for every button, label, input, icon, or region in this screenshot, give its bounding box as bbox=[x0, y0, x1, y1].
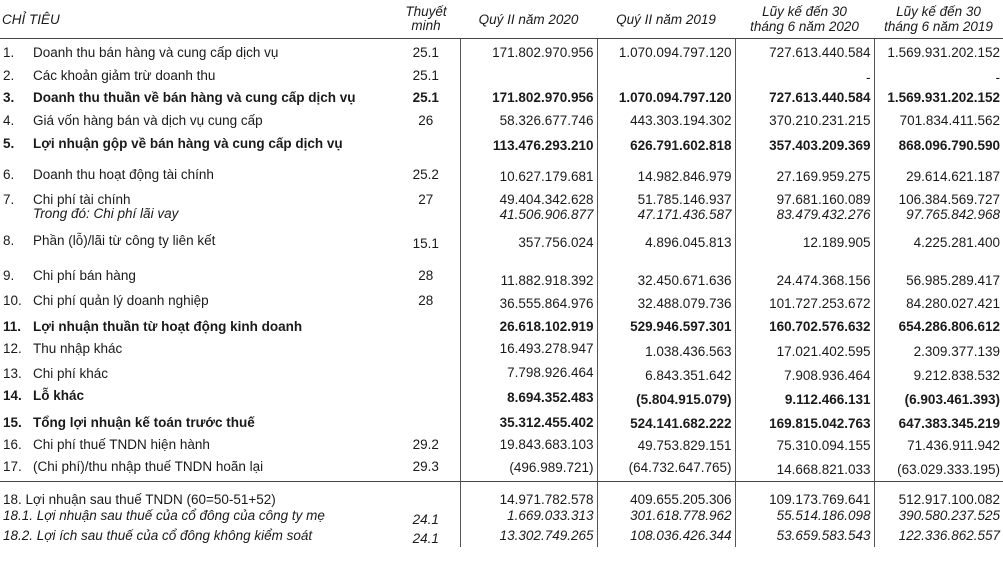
row-label-text: 18.1. Lợi nhuận sau thuế của cổ đông của công ty mẹ bbox=[3, 508, 325, 523]
cell-q2-2020: 8.694.352.483 bbox=[460, 386, 597, 410]
row-note: 24.1 bbox=[412, 531, 439, 546]
row-number: 9. bbox=[3, 267, 15, 283]
cell-ytd-2019: 4.225.281.400 bbox=[874, 231, 1003, 264]
header-col-q2-2019: Quý II năm 2019 bbox=[597, 0, 735, 39]
cell-ytd-2019: 9.212.838.532 bbox=[874, 362, 1003, 386]
cell-q2-2019: 529.946.597.301 bbox=[597, 314, 735, 338]
row-label bbox=[0, 482, 392, 508]
row-number: 16. bbox=[3, 436, 22, 452]
row-number: 1. bbox=[3, 45, 15, 60]
cell-ytd-2020: 27.169.959.275 bbox=[735, 164, 874, 186]
row-label bbox=[0, 164, 392, 186]
cell-q2-2019: (64.732.647.765) bbox=[597, 456, 735, 482]
cell-q2-2019: 443.303.194.302 bbox=[597, 110, 735, 132]
row-note bbox=[392, 482, 460, 508]
row-label bbox=[0, 290, 392, 314]
row-label-text: Chi phí quản lý doanh nghiệp bbox=[33, 292, 209, 308]
table-row bbox=[0, 386, 1003, 410]
row-number: 12. bbox=[3, 340, 22, 356]
cell-ytd-2019 bbox=[874, 63, 1003, 85]
row-label bbox=[0, 410, 392, 434]
row-label bbox=[0, 110, 392, 132]
cell-ytd-2019: 390.580.237.525 bbox=[874, 507, 1003, 527]
row-note bbox=[392, 314, 460, 338]
table-row bbox=[0, 39, 1003, 63]
cell-ytd-2020: 727.613.440.584 bbox=[735, 85, 874, 110]
row-label-text: Doanh thu thuần về bán hàng và cung cấp dịch vụ bbox=[33, 89, 356, 105]
table-row bbox=[0, 527, 1003, 547]
cell-q2-2019: 1.070.094.797.120 bbox=[597, 85, 735, 110]
cell-ytd-2019 bbox=[874, 186, 1003, 231]
row-note: 25.1 bbox=[412, 45, 439, 60]
cell-q2-2020: 10.627.179.681 bbox=[460, 164, 597, 186]
row-number: 8. bbox=[3, 232, 15, 248]
cell-q2-2020: 26.618.102.919 bbox=[460, 314, 597, 338]
cell-q2-2019 bbox=[597, 63, 735, 85]
cell-value: 51.785.146.937 bbox=[637, 191, 732, 207]
table-row bbox=[0, 132, 1003, 164]
cell-ytd-2020: 24.474.368.156 bbox=[735, 264, 874, 290]
row-number: 5. bbox=[3, 135, 15, 151]
row-label-text: 18.2. Lợi ích sau thuế của cổ đông không kiểm soát bbox=[3, 528, 313, 543]
cell-q2-2020: 58.326.677.746 bbox=[460, 110, 597, 132]
row-number: 15. bbox=[3, 414, 22, 430]
cell-q2-2020: (496.989.721) bbox=[460, 456, 597, 482]
row-label-text: Lỗ khác bbox=[33, 387, 85, 403]
cell-ytd-2019: 29.614.621.187 bbox=[874, 164, 1003, 186]
row-note: 15.1 bbox=[412, 235, 439, 251]
cell-ytd-2019: 1.569.931.202.152 bbox=[874, 85, 1003, 110]
cell-ytd-2020: 75.310.094.155 bbox=[735, 434, 874, 456]
row-number: 11. bbox=[3, 318, 22, 334]
table-row bbox=[0, 110, 1003, 132]
row-note bbox=[392, 386, 460, 410]
row-label bbox=[0, 264, 392, 290]
row-number: 17. bbox=[3, 458, 22, 474]
row-label bbox=[0, 63, 392, 85]
table-row bbox=[0, 290, 1003, 314]
row-label bbox=[0, 132, 392, 164]
cell-subvalue: 83.479.432.276 bbox=[776, 206, 871, 222]
cell-value: 49.404.342.628 bbox=[499, 191, 594, 207]
table-row bbox=[0, 410, 1003, 434]
row-note: 25.1 bbox=[412, 67, 439, 83]
header-col-ytd-2020 bbox=[735, 0, 874, 39]
table-row bbox=[0, 231, 1003, 264]
cell-q2-2020: 19.843.683.103 bbox=[460, 434, 597, 456]
table-row bbox=[0, 434, 1003, 456]
row-label bbox=[0, 314, 392, 338]
cell-ytd-2020: 55.514.186.098 bbox=[735, 507, 874, 527]
cell-q2-2020: 1.669.033.313 bbox=[460, 507, 597, 527]
row-label bbox=[0, 507, 392, 527]
row-label-text: Chi phí khác bbox=[33, 365, 109, 381]
row-label bbox=[0, 362, 392, 386]
header-col-ytd-2019 bbox=[874, 0, 1003, 39]
table-header-row bbox=[0, 0, 1003, 39]
row-label-text: Chi phí tài chính bbox=[33, 191, 131, 207]
row-label bbox=[0, 39, 392, 63]
row-number: 2. bbox=[3, 67, 15, 83]
table-row bbox=[0, 338, 1003, 362]
cell-q2-2019: 32.488.079.736 bbox=[597, 290, 735, 314]
cell-ytd-2019: 701.834.411.562 bbox=[874, 110, 1003, 132]
cell-ytd-2019: 1.569.931.202.152 bbox=[874, 39, 1003, 63]
row-note bbox=[392, 410, 460, 434]
row-number: 6. bbox=[3, 166, 15, 182]
cell-ytd-2019: 56.985.289.417 bbox=[874, 264, 1003, 290]
cell-q2-2019: (5.804.915.079) bbox=[597, 386, 735, 410]
row-number: 14. bbox=[3, 387, 22, 403]
row-label-text: Doanh thu hoạt động tài chính bbox=[33, 166, 214, 182]
row-note: 24.1 bbox=[412, 512, 439, 527]
row-label-text: Lợi nhuận gộp về bán hàng và cung cấp dịch vụ bbox=[33, 135, 343, 151]
row-number: 3. bbox=[3, 89, 15, 105]
cell-q2-2019: 6.843.351.642 bbox=[597, 362, 735, 386]
row-label-text: Lợi nhuận thuần từ hoạt động kinh doanh bbox=[33, 318, 303, 334]
cell-ytd-2019: 654.286.806.612 bbox=[874, 314, 1003, 338]
cell-ytd-2019: (6.903.461.393) bbox=[874, 386, 1003, 410]
cell-q2-2019: 32.450.671.636 bbox=[597, 264, 735, 290]
cell-ytd-2020: 357.403.209.369 bbox=[735, 132, 874, 164]
cell-q2-2020 bbox=[460, 63, 597, 85]
table-row bbox=[0, 85, 1003, 110]
row-label-text: Tổng lợi nhuận kế toán trước thuế bbox=[33, 414, 255, 430]
cell-value: 106.384.569.727 bbox=[898, 191, 1000, 207]
row-note: 27 bbox=[418, 191, 434, 207]
row-note: 28 bbox=[418, 267, 434, 283]
dash-value: - bbox=[995, 69, 1000, 85]
cell-q2-2019: 4.896.045.813 bbox=[597, 231, 735, 264]
cell-q2-2019 bbox=[597, 186, 735, 231]
cell-ytd-2020: 7.908.936.464 bbox=[735, 362, 874, 386]
row-number: 10. bbox=[3, 292, 22, 308]
row-label bbox=[0, 456, 392, 482]
cell-q2-2020: 11.882.918.392 bbox=[460, 264, 597, 290]
dash-value: - bbox=[866, 69, 871, 85]
row-note: 28 bbox=[418, 292, 434, 308]
cell-q2-2019: 409.655.205.306 bbox=[597, 482, 735, 508]
cell-subvalue: 97.765.842.968 bbox=[906, 206, 1000, 222]
cell-q2-2020: 36.555.864.976 bbox=[460, 290, 597, 314]
cell-ytd-2020 bbox=[735, 186, 874, 231]
cell-ytd-2019: 71.436.911.942 bbox=[874, 434, 1003, 456]
cell-q2-2019: 1.038.436.563 bbox=[597, 338, 735, 362]
cell-ytd-2020: 17.021.402.595 bbox=[735, 338, 874, 362]
row-label-text: (Chi phí)/thu nhập thuế TNDN hoãn lại bbox=[33, 458, 264, 474]
cell-q2-2019: 626.791.602.818 bbox=[597, 132, 735, 164]
cell-ytd-2020: 9.112.466.131 bbox=[735, 386, 874, 410]
row-label-text: Chi phí bán hàng bbox=[33, 267, 136, 283]
cell-q2-2019: 524.141.682.222 bbox=[597, 410, 735, 434]
cell-ytd-2020: 109.173.769.641 bbox=[735, 482, 874, 508]
cell-ytd-2020: 727.613.440.584 bbox=[735, 39, 874, 63]
table-row bbox=[0, 164, 1003, 186]
cell-q2-2020: 14.971.782.578 bbox=[460, 482, 597, 508]
cell-q2-2020: 16.493.278.947 bbox=[460, 338, 597, 362]
cell-ytd-2020: 12.189.905 bbox=[735, 231, 874, 264]
row-note: 25.1 bbox=[412, 89, 439, 105]
cell-q2-2020 bbox=[460, 186, 597, 231]
row-label-text: Giá vốn hàng bán và dịch vụ cung cấp bbox=[33, 112, 263, 128]
cell-ytd-2019: (63.029.333.195) bbox=[874, 456, 1003, 482]
row-note: 26 bbox=[418, 112, 434, 128]
row-label bbox=[0, 434, 392, 456]
cell-ytd-2019: 868.096.790.590 bbox=[874, 132, 1003, 164]
header-note-line1: Thuyết bbox=[405, 4, 447, 19]
row-label-text: Thu nhập khác bbox=[33, 340, 123, 356]
row-label bbox=[0, 85, 392, 110]
row-label bbox=[0, 186, 392, 231]
cell-ytd-2019: 122.336.862.557 bbox=[874, 527, 1003, 547]
row-note: 29.2 bbox=[412, 436, 439, 452]
cell-subvalue: 47.171.436.587 bbox=[637, 206, 732, 222]
table-row bbox=[0, 264, 1003, 290]
row-note: 29.3 bbox=[412, 458, 439, 474]
table-row bbox=[0, 63, 1003, 85]
row-number: 7. bbox=[3, 191, 15, 207]
row-note bbox=[392, 132, 460, 164]
table-row bbox=[0, 314, 1003, 338]
cell-q2-2020: 113.476.293.210 bbox=[460, 132, 597, 164]
cell-value: 97.681.160.089 bbox=[776, 191, 871, 207]
table-row bbox=[0, 362, 1003, 386]
header-col-ytd-2020-line2: tháng 6 năm 2020 bbox=[750, 19, 859, 34]
header-label: CHỈ TIÊU bbox=[0, 0, 392, 39]
cell-ytd-2019: 2.309.377.139 bbox=[874, 338, 1003, 362]
cell-q2-2020: 171.802.970.956 bbox=[460, 39, 597, 63]
header-col-ytd-2020-line1: Lũy kế đến 30 bbox=[762, 4, 847, 19]
table-row bbox=[0, 482, 1003, 508]
cell-q2-2020: 35.312.455.402 bbox=[460, 410, 597, 434]
row-label bbox=[0, 338, 392, 362]
row-number: 13. bbox=[3, 365, 22, 381]
row-label bbox=[0, 386, 392, 410]
cell-ytd-2020: 101.727.253.672 bbox=[735, 290, 874, 314]
cell-ytd-2020: 53.659.583.543 bbox=[735, 527, 874, 547]
row-label-text: Chi phí thuế TNDN hiện hành bbox=[33, 436, 210, 452]
row-label-text: Phần (lỗ)/lãi từ công ty liên kết bbox=[33, 232, 216, 248]
header-col-ytd-2019-line2: tháng 6 năm 2019 bbox=[884, 19, 993, 34]
cell-q2-2020: 171.802.970.956 bbox=[460, 85, 597, 110]
row-number: 4. bbox=[3, 112, 15, 128]
cell-q2-2019: 108.036.426.344 bbox=[597, 527, 735, 547]
row-note: 25.2 bbox=[412, 166, 439, 182]
cell-ytd-2019: 512.917.100.082 bbox=[874, 482, 1003, 508]
row-note bbox=[392, 362, 460, 386]
cell-ytd-2019: 647.383.345.219 bbox=[874, 410, 1003, 434]
table-row bbox=[0, 507, 1003, 527]
row-label-text: Các khoản giảm trừ doanh thu bbox=[33, 67, 216, 83]
row-note bbox=[392, 338, 460, 362]
row-sublabel: Trong đó: Chi phí lãi vay bbox=[33, 205, 179, 221]
cell-q2-2020: 7.798.926.464 bbox=[460, 362, 597, 386]
cell-ytd-2020: 160.702.576.632 bbox=[735, 314, 874, 338]
cell-q2-2020: 357.756.024 bbox=[460, 231, 597, 264]
header-col-ytd-2019-line1: Lũy kế đến 30 bbox=[896, 4, 981, 19]
row-label bbox=[0, 231, 392, 264]
row-label-text: Doanh thu bán hàng và cung cấp dịch vụ bbox=[33, 45, 279, 60]
table-row bbox=[0, 186, 1003, 231]
cell-q2-2019: 49.753.829.151 bbox=[597, 434, 735, 456]
cell-ytd-2020: 14.668.821.033 bbox=[735, 456, 874, 482]
cell-subvalue: 41.506.906.877 bbox=[499, 206, 594, 222]
cell-q2-2020: 13.302.749.265 bbox=[460, 527, 597, 547]
row-label-text: 18. Lợi nhuận sau thuế TNDN (60=50-51+52) bbox=[3, 492, 276, 507]
cell-q2-2019: 301.618.778.962 bbox=[597, 507, 735, 527]
cell-ytd-2020: 169.815.042.763 bbox=[735, 410, 874, 434]
header-note-line2: minh bbox=[411, 18, 441, 33]
cell-q2-2019: 1.070.094.797.120 bbox=[597, 39, 735, 63]
cell-q2-2019: 14.982.846.979 bbox=[597, 164, 735, 186]
cell-ytd-2019: 84.280.027.421 bbox=[874, 290, 1003, 314]
header-note bbox=[392, 0, 460, 39]
row-label bbox=[0, 527, 392, 547]
cell-ytd-2020: 370.210.231.215 bbox=[735, 110, 874, 132]
header-col-q2-2020: Quý II năm 2020 bbox=[460, 0, 597, 39]
table-row bbox=[0, 456, 1003, 482]
cell-ytd-2020 bbox=[735, 63, 874, 85]
